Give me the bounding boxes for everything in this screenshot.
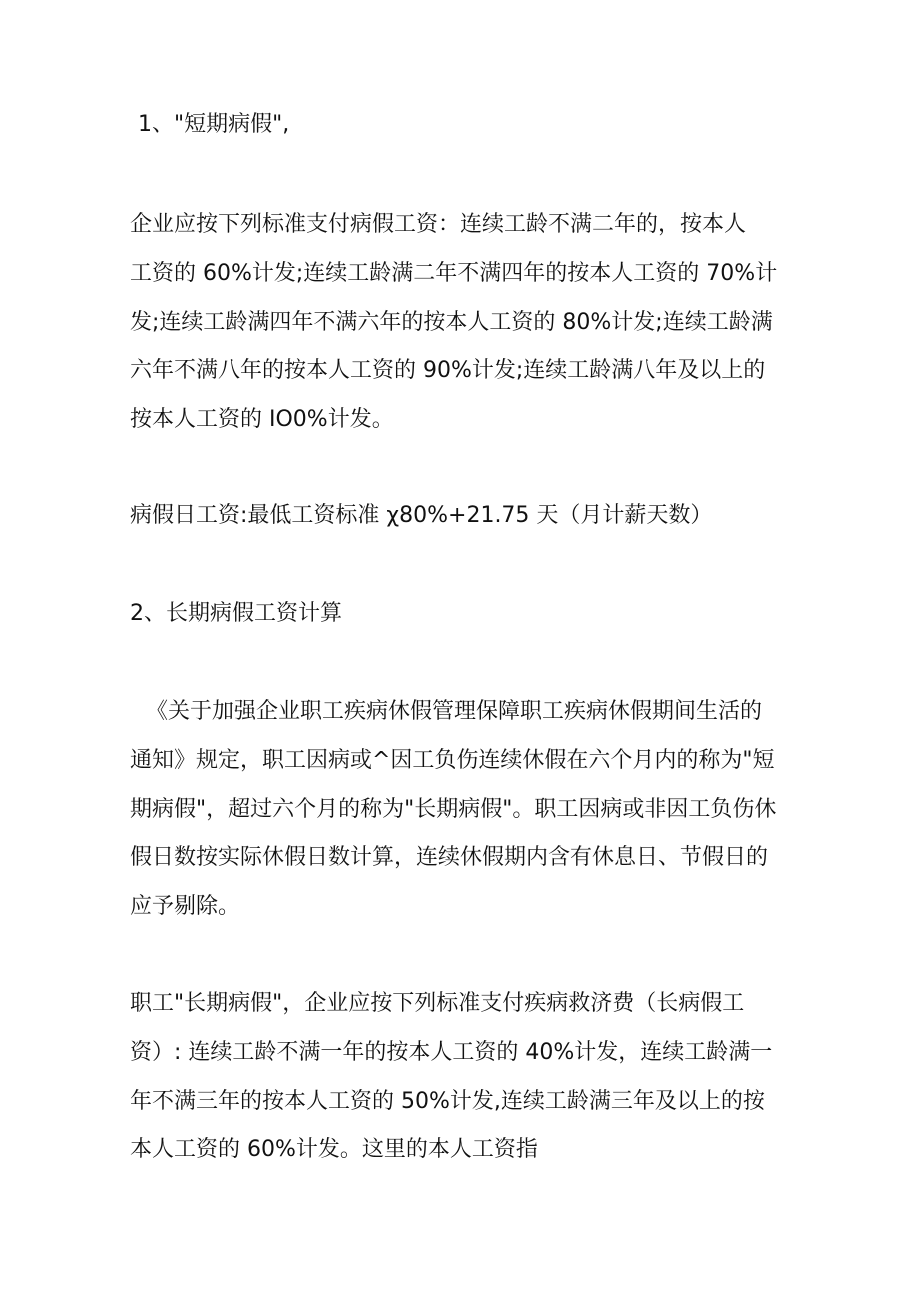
paragraph1-line-3: 发;连续工龄满四年不满六年的按本人工资的 80%计发;连续工龄满 [130,310,773,335]
paragraph2-line-3: 期病假"，超过六个月的称为"长期病假"。职工因病或非因工负伤休 [130,797,777,822]
paragraph2-line-1: 《关于加强企业职工疾病休假管理保障职工疾病休假期间生活的 [146,699,763,724]
paragraph1-line-5: 按本人工资的 IO0%计发。 [130,407,394,432]
section2-heading: 2、长期病假工资计算 [130,601,342,626]
paragraph2-line-5: 应予剔除。 [130,894,241,919]
paragraph2-line-4: 假日数按实际休假日数计算，连续休假期内含有休息日、节假日的 [130,845,769,870]
paragraph1-line-1: 企业应按下列标准支付病假工资：连续工龄不满二年的，按本人 [130,212,747,237]
paragraph3-line-4: 本人工资的 60%计发。这里的本人工资指 [130,1137,538,1162]
paragraph3-line-1: 职工"长期病假"，企业应按下列标准支付疾病救济费（长病假工 [130,991,745,1016]
paragraph3-line-3: 年不满三年的按本人工资的 50%计发,连续工龄满三年及以上的按 [130,1089,765,1114]
paragraph3-line-2: 资）: 连续工龄不满一年的按本人工资的 40%计发，连续工龄满一 [130,1040,773,1065]
formula-line: 病假日工资:最低工资标准 χ80%+21.75 天（月计薪天数） [130,503,713,528]
paragraph1-line-2: 工资的 60%计发;连续工龄满二年不满四年的按本人工资的 70%计 [130,261,778,286]
section1-heading: 1、"短期病假", [138,112,290,137]
paragraph2-line-2: 通知》规定，职工因病或^因工负伤连续休假在六个月内的称为"短 [130,748,775,773]
paragraph1-line-4: 六年不满八年的按本人工资的 90%计发;连续工龄满八年及以上的 [130,358,766,383]
